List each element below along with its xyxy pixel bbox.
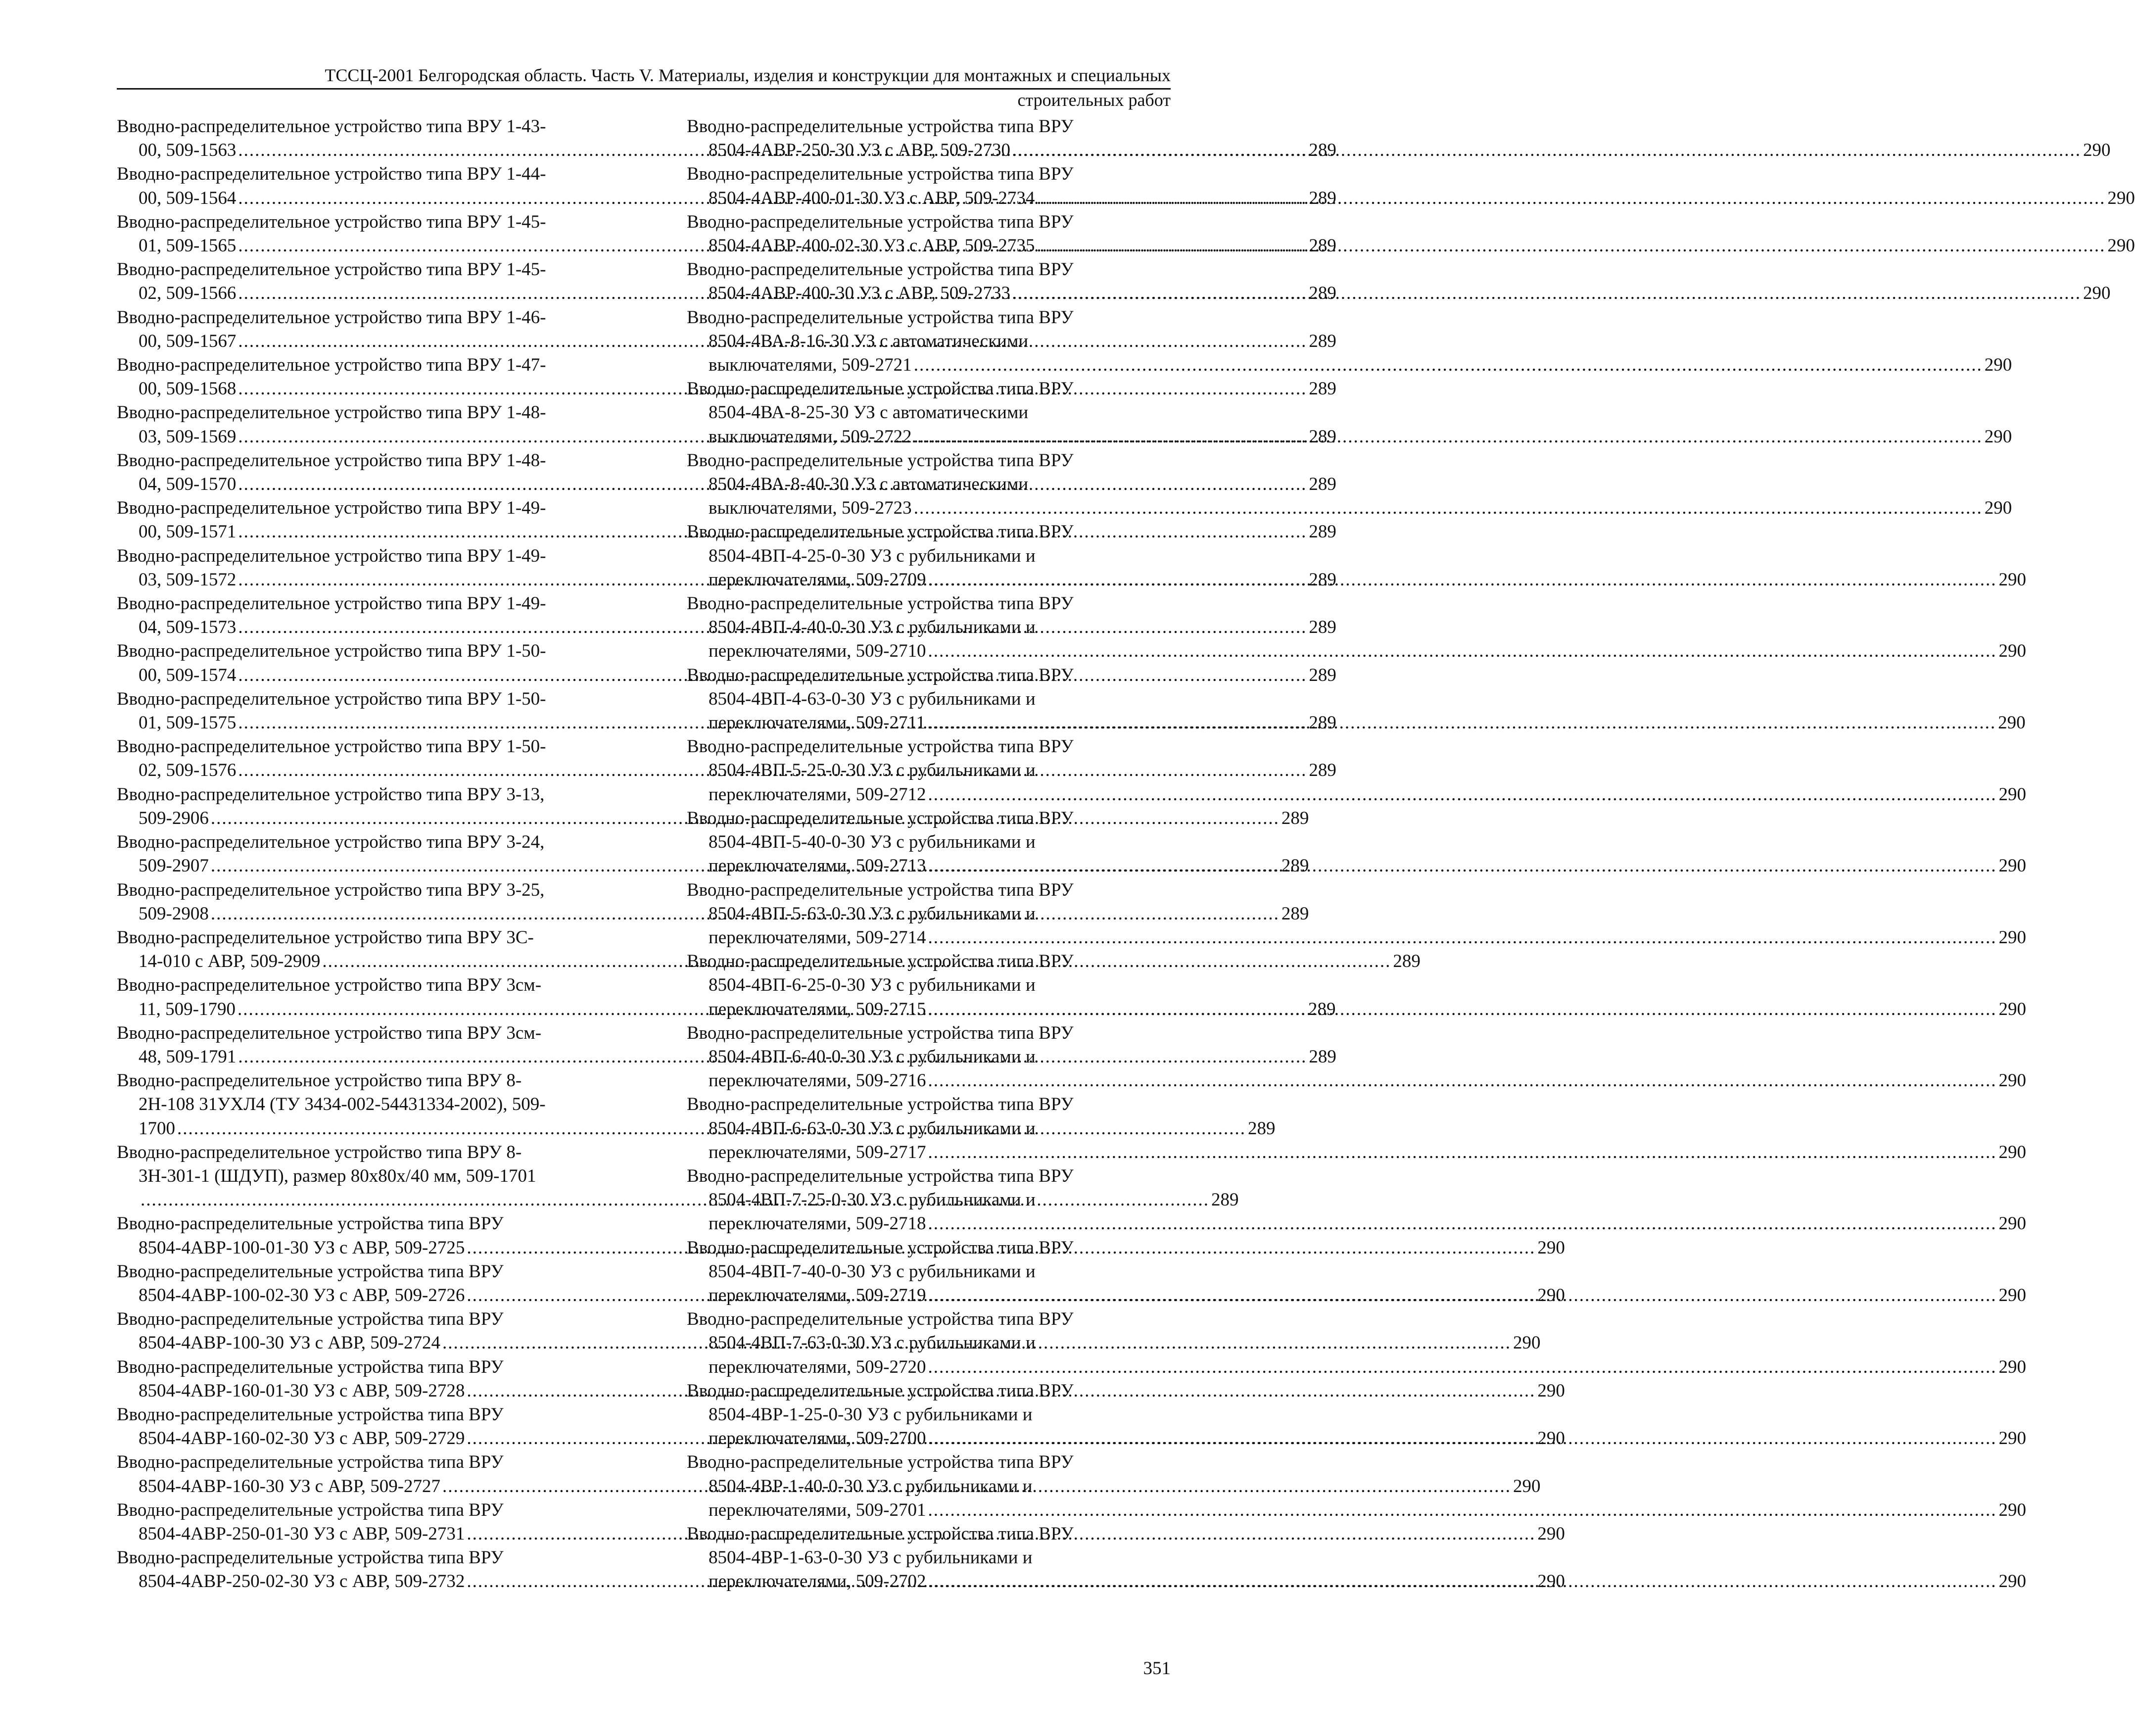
index-entry-code: 1700	[139, 1118, 175, 1139]
index-entry-title: Вводно-распределительные устройства типа ВРУ	[687, 665, 1074, 685]
index-entry	[687, 1522, 2027, 1594]
index-entry-continuation: 8504-4ВП-7-40-0-30 УЗ с рубильниками и	[709, 1261, 1036, 1282]
dot-leader	[928, 1357, 1997, 1377]
index-entry-continuation: 2Н-108 31УХЛ4 (ТУ 3434-002-54431334-2002), 509-	[139, 1094, 546, 1115]
dot-leader	[928, 856, 1997, 876]
index-entry-continuation: 8504-4ВП-4-40-0-30 УЗ с рубильниками и	[709, 617, 1036, 638]
index-entry-title: Вводно-распределительное устройство типа ВРУ 1-44-	[117, 164, 546, 185]
index-entry-code: 509-2907	[139, 856, 209, 876]
index-entry-title: Вводно-распределительное устройство типа ВРУ 1-50-	[117, 736, 546, 757]
index-entry-title: Вводно-распределительные устройства типа ВРУ	[687, 1237, 1074, 1258]
index-entry-continuation: 8504-4ВП-4-63-0-30 УЗ с рубильниками и	[709, 688, 1036, 709]
dot-leader	[928, 1285, 1997, 1305]
index-entry-title: Вводно-распределительные устройства типа ВРУ	[687, 1523, 1074, 1544]
index-entry-code: 8504-4АВР-250-02-30 УЗ с АВР, 509-2732	[139, 1571, 465, 1592]
index-entry	[687, 1236, 2027, 1308]
index-entry-code: 02, 509-1566	[139, 283, 237, 304]
index-entry-code: 8504-4АВР-100-30 УЗ с АВР, 509-2724	[139, 1333, 441, 1353]
index-entry-page: 290	[1998, 856, 2027, 876]
index-entry-title: Вводно-распределительное устройство типа ВРУ 3см-	[117, 1022, 542, 1043]
index-entry-title: Вводно-распределительное устройство типа ВРУ 8-	[117, 1142, 522, 1162]
index-entry-leader-line	[687, 783, 2027, 807]
index-entry-code: 14-010 с АВР, 509-2909	[139, 951, 321, 972]
index-entry-title: Вводно-распределительные устройства типа ВРУ	[687, 1380, 1074, 1401]
index-entry-continuation: 8504-4ВР-1-25-0-30 УЗ с рубильниками и	[709, 1404, 1033, 1425]
dot-leader	[928, 1070, 1997, 1091]
dot-leader	[1012, 283, 2081, 303]
index-entry	[687, 1307, 2027, 1379]
dot-leader	[928, 1428, 1997, 1448]
index-entry-page: 290	[2107, 188, 2135, 208]
index-entry-page: 290	[1998, 569, 2027, 590]
index-entry-page: 289	[1309, 426, 1336, 447]
index-entry-title: Вводно-распределительное устройство типа ВРУ 1-45-	[117, 211, 546, 232]
index-entry-code: 8504-4АВР-400-01-30 УЗ с АВР, 509-2734	[709, 188, 1035, 208]
index-entry-title: Вводно-распределительные устройства типа ВРУ	[117, 1499, 504, 1520]
index-entry-continuation: 8504-4ВП-6-63-0-30 УЗ с рубильниками и	[709, 1118, 1036, 1139]
index-entry-page: 290	[1998, 1070, 2027, 1091]
dot-leader	[928, 1213, 1997, 1234]
index-entry-title: Вводно-распределительное устройство типа ВРУ 1-46-	[117, 307, 546, 328]
index-entry-code: 00, 509-1564	[139, 188, 237, 208]
index-entry-continuation: 8504-4ВА-8-40-30 УЗ с автоматическими	[709, 474, 1029, 495]
index-entry-page: 289	[1308, 999, 1336, 1019]
index-entry-page: 290	[1537, 1237, 1565, 1258]
index-entry-leader-line	[687, 1355, 2027, 1379]
index-entry-code: 8504-4АВР-100-01-30 УЗ с АВР, 509-2725	[139, 1237, 465, 1258]
index-entry-continuation: 8504-4ВР-1-40-0-30 УЗ с рубильниками и	[709, 1476, 1033, 1496]
dot-leader	[928, 641, 1997, 661]
index-entry-title: Вводно-распределительные устройства типа ВРУ	[117, 1356, 504, 1377]
index-entry-code: переключателями, 509-2715	[709, 999, 926, 1019]
index-entry-code: переключателями, 509-2719	[709, 1285, 926, 1305]
index-entry-page: 289	[1309, 140, 1336, 161]
index-entry-title: Вводно-распределительное устройство типа ВРУ 3см-	[117, 975, 542, 996]
index-entry-page: 289	[1281, 856, 1309, 876]
index-entry-page: 290	[1998, 1428, 2027, 1449]
index-entry-code: 8504-4АВР-250-30 УЗ с АВР, 509-2730	[709, 140, 1011, 161]
index-entry-title: Вводно-распределительные устройства типа ВРУ	[687, 736, 1074, 757]
index-entry-title: Вводно-распределительное устройство типа ВРУ 1-43-	[117, 116, 546, 137]
index-entry-page: 289	[1309, 188, 1336, 208]
index-entry-code: переключателями, 509-2716	[709, 1070, 926, 1091]
index-entry-title: Вводно-распределительные устройства типа ВРУ	[687, 450, 1074, 471]
index-entry-page: 290	[1537, 1285, 1565, 1305]
index-entry-code: переключателями, 509-2714	[709, 927, 926, 948]
index-entry-page: 290	[1998, 999, 2027, 1019]
index-entry-code: 8504-4АВР-400-02-30 УЗ с АВР, 509-2735	[709, 236, 1035, 256]
index-entry-title: Вводно-распределительные устройства типа ВРУ	[687, 307, 1074, 328]
index-entry-page: 289	[1309, 522, 1336, 542]
index-entry	[687, 1450, 2027, 1522]
index-entry-code: 00, 509-1571	[139, 522, 237, 542]
index-entry-code: 509-2906	[139, 808, 209, 828]
index-entry-page: 290	[1537, 1428, 1565, 1449]
index-entry-page: 290	[1998, 641, 2027, 662]
dot-leader	[928, 927, 1997, 948]
index-entry-title: Вводно-распределительные устройства типа ВРУ	[117, 1547, 504, 1568]
dot-leader	[927, 713, 1996, 733]
index-entry-code: переключателями, 509-2717	[709, 1142, 926, 1162]
index-entry-leader-line	[687, 496, 2012, 520]
index-entry-title: Вводно-распределительные устройства типа ВРУ	[687, 116, 1074, 137]
index-entry-code: переключателями, 509-2701	[709, 1499, 926, 1520]
index-entry-code: 01, 509-1575	[139, 713, 237, 733]
index-entry-page: 290	[1998, 1285, 2027, 1305]
index-entry-leader-line	[687, 353, 2012, 377]
index-entry-page: 289	[1309, 713, 1336, 733]
index-entry-code: 04, 509-1573	[139, 617, 237, 638]
index-entry-page: 290	[1998, 1142, 2027, 1162]
index-entry-title: Вводно-распределительное устройство типа ВРУ 1-50-	[117, 641, 546, 662]
index-entry-continuation: 8504-4ВР-1-63-0-30 УЗ с рубильниками и	[709, 1547, 1033, 1568]
index-entry-title: Вводно-распределительное устройство типа ВРУ 1-48-	[117, 402, 546, 423]
index-entry-page: 290	[1984, 426, 2012, 447]
index-entry-code: 48, 509-1791	[139, 1046, 237, 1067]
index-entry-code: 8504-4АВР-250-01-30 УЗ с АВР, 509-2731	[139, 1523, 465, 1544]
index-entry-page: 289	[1309, 665, 1336, 685]
index-entry-page: 289	[1309, 1046, 1336, 1067]
index-entry-title: Вводно-распределительные устройства типа ВРУ	[117, 1261, 504, 1282]
index-entry-continuation: 8504-4ВП-5-25-0-30 УЗ с рубильниками и	[709, 760, 1036, 781]
index-entry-code: 8504-4АВР-100-02-30 УЗ с АВР, 509-2726	[139, 1285, 465, 1305]
index-entry-leader-line	[687, 1141, 2027, 1164]
index-entry-leader-line	[687, 639, 2027, 663]
index-entry-title: Вводно-распределительные устройства типа ВРУ	[687, 593, 1074, 614]
index-entry-code: 00, 509-1568	[139, 379, 237, 399]
index-entry-code: 8504-4АВР-160-01-30 УЗ с АВР, 509-2728	[139, 1380, 465, 1401]
index-entry-continuation: 8504-4ВП-6-25-0-30 УЗ с рубильниками и	[709, 975, 1036, 996]
index-entry-title: Вводно-распределительные устройства типа ВРУ	[687, 1094, 1074, 1115]
page-number: 351	[1143, 1658, 1171, 1679]
index-entry-page: 289	[1309, 617, 1336, 638]
index-entry-page: 289	[1393, 951, 1421, 972]
index-entry-leader-line	[687, 1069, 2027, 1093]
index-entry-page: 289	[1281, 808, 1309, 828]
index-entry-code: 00, 509-1567	[139, 331, 237, 351]
index-entry-title: Вводно-распределительное устройство типа ВРУ 3-25,	[117, 879, 545, 900]
index-entry-title: Вводно-распределительные устройства типа ВРУ	[687, 1022, 1074, 1043]
index-entry-title: Вводно-распределительное устройство типа ВРУ 1-45-	[117, 259, 546, 280]
index-entry-title: Вводно-распределительное устройство типа ВРУ 1-49-	[117, 498, 546, 519]
index-entry-code: переключателями, 509-2709	[709, 569, 926, 590]
running-header-title: ТССЦ-2001 Белгородская область. Часть V. Материалы, изделия и конструкции для монтажных и специальных	[325, 65, 1171, 85]
index-entry-leader-line	[687, 1570, 2027, 1593]
index-entry-title: Вводно-распределительные устройства типа ВРУ	[687, 259, 1074, 280]
index-entry-code: 03, 509-1572	[139, 569, 237, 590]
index-entry-continuation: 8504-4ВП-7-25-0-30 УЗ с рубильниками и	[709, 1190, 1036, 1210]
index-entry-title: Вводно-распределительное устройство типа ВРУ 3-13,	[117, 784, 545, 805]
index-entry-code: 02, 509-1576	[139, 760, 237, 781]
index-entry-code: переключателями, 509-2702	[709, 1571, 926, 1592]
index-entry-code: 509-2908	[139, 903, 209, 924]
index-entry-code: 8504-4АВР-160-02-30 УЗ с АВР, 509-2729	[139, 1428, 465, 1449]
index-entry-page: 290	[1984, 355, 2012, 376]
index-entry-title: Вводно-распределительные устройства типа ВРУ	[687, 1309, 1074, 1330]
index-entry-page: 290	[1537, 1523, 1565, 1544]
index-entry-page: 290	[1513, 1476, 1541, 1496]
index-entry-page: 289	[1211, 1190, 1239, 1210]
index-entry-code: 00, 509-1574	[139, 665, 237, 685]
dot-leader	[1037, 236, 2105, 256]
index-entry-leader-line	[687, 1284, 2027, 1307]
index-entry-continuation: 8504-4ВА-8-16-30 УЗ с автоматическими	[709, 331, 1029, 351]
dot-leader	[1037, 188, 2105, 208]
index-entry-page: 290	[1998, 927, 2027, 948]
running-header	[117, 63, 1171, 90]
index-entry-code: 00, 509-1563	[139, 140, 237, 161]
index-entry-page: 289	[1309, 569, 1336, 590]
index-entry-title: Вводно-распределительные устройства типа ВРУ	[687, 879, 1074, 900]
index-entry-page: 289	[1309, 283, 1336, 304]
dot-leader	[928, 1500, 1997, 1520]
index-entry-title: Вводно-распределительные устройства типа ВРУ	[117, 1404, 504, 1425]
index-entry-page: 290	[1998, 1356, 2027, 1377]
index-entry-page: 289	[1309, 760, 1336, 781]
index-entry-code: переключателями, 509-2710	[709, 641, 926, 662]
index-entry-continuation: 8504-4ВП-4-25-0-30 УЗ с рубильниками и	[709, 545, 1036, 566]
index-entry-code: переключателями, 509-2712	[709, 784, 926, 805]
index-entry-leader-line	[687, 1498, 2027, 1522]
index-entry-code: 8504-4АВР-160-30 УЗ с АВР, 509-2727	[139, 1476, 441, 1496]
dot-leader	[928, 570, 1997, 590]
index-entry-title: Вводно-распределительные устройства типа ВРУ	[117, 1213, 504, 1234]
index-entry-title: Вводно-распределительное устройство типа ВРУ 1-49-	[117, 593, 546, 614]
index-entry-leader-line	[687, 926, 2027, 950]
index-entry-page: 290	[2083, 140, 2111, 161]
index-entry-page: 290	[1998, 713, 2026, 733]
index-entry-title: Вводно-распределительные устройства типа ВРУ	[687, 379, 1074, 399]
dot-leader	[928, 784, 1997, 805]
index-entry-title: Вводно-распределительные устройства типа ВРУ	[687, 1165, 1074, 1186]
dot-leader	[928, 1571, 1997, 1591]
index-entry-page: 289	[1309, 474, 1336, 495]
index-entry-page: 290	[1998, 1213, 2027, 1234]
index-entry-code: выключателями, 509-2721	[709, 355, 912, 376]
dot-leader	[928, 999, 1997, 1019]
index-entry-title: Вводно-распределительное устройство типа ВРУ 8-	[117, 1070, 522, 1091]
index-entry-page: 290	[2107, 236, 2135, 256]
index-entry-code: 04, 509-1570	[139, 474, 237, 495]
index-entry-continuation: 8504-4ВП-6-40-0-30 УЗ с рубильниками и	[709, 1046, 1036, 1067]
dot-leader	[914, 427, 1983, 447]
index-entry-page: 290	[1513, 1333, 1541, 1353]
index-entry-title: Вводно-распределительное устройство типа ВРУ 1-49-	[117, 545, 546, 566]
index-entry-title: Вводно-распределительные устройства типа ВРУ	[687, 211, 1074, 232]
index-entry-continuation: 8504-4ВП-7-63-0-30 УЗ с рубильниками и	[709, 1333, 1036, 1353]
index-entry-code: 11, 509-1790	[139, 999, 236, 1019]
index-entry-code: переключателями, 509-2718	[709, 1213, 926, 1234]
index-entry-title: Вводно-распределительные устройства типа ВРУ	[687, 164, 1074, 185]
index-entry-page: 289	[1309, 236, 1336, 256]
index-entry-continuation: 8504-4ВП-5-40-0-30 УЗ с рубильниками и	[709, 832, 1036, 853]
index-entry-title: Вводно-распределительные устройства типа ВРУ	[687, 522, 1074, 542]
index-entry-page: 289	[1309, 331, 1336, 351]
index-entry-code: выключателями, 509-2722	[709, 426, 912, 447]
index-entry-page: 290	[1537, 1380, 1565, 1401]
index-entry-page: 290	[2083, 283, 2111, 304]
index-entry-title: Вводно-распределительное устройство типа ВРУ 1-47-	[117, 355, 546, 376]
index-entry-code: переключателями, 509-2711	[709, 713, 926, 733]
index-entry-title: Вводно-распределительные устройства типа ВРУ	[687, 951, 1074, 972]
index-entry-page: 290	[1998, 1571, 2027, 1592]
index-entry-title: Вводно-распределительное устройство типа ВРУ 1-48-	[117, 450, 546, 471]
running-header-continuation: строительных работ	[1017, 90, 1171, 110]
index-entry-title: Вводно-распределительное устройство типа ВРУ 3-24,	[117, 832, 545, 853]
index-entry-leader-line	[687, 1212, 2027, 1236]
index-entry-code: переключателями, 509-2713	[709, 856, 926, 876]
dot-leader	[1012, 140, 2081, 160]
dot-leader	[928, 1142, 1997, 1162]
index-entry-title: Вводно-распределительные устройства типа ВРУ	[117, 1309, 504, 1330]
index-entry-title: Вводно-распределительные устройства типа ВРУ	[687, 808, 1074, 828]
index-entry-code: выключателями, 509-2723	[709, 498, 912, 519]
index-entry-title: Вводно-распределительное устройство типа ВРУ 3С-	[117, 927, 534, 948]
index-entry-page: 289	[1309, 379, 1336, 399]
index-entry-page: 290	[1998, 784, 2027, 805]
dot-leader	[914, 498, 1983, 518]
index-entry-code: 03, 509-1569	[139, 426, 237, 447]
index-entry-title: Вводно-распределительное устройство типа ВРУ 1-50-	[117, 688, 546, 709]
index-entry-continuation: 8504-4ВП-5-63-0-30 УЗ с рубильниками и	[709, 903, 1036, 924]
index-entry-title: Вводно-распределительные устройства типа ВРУ	[687, 1452, 1074, 1473]
index-entry-page: 290	[1984, 498, 2012, 519]
dot-leader	[914, 355, 1983, 375]
index-entry-page: 290	[1537, 1571, 1565, 1592]
index-entry-title: Вводно-распределительные устройства типа ВРУ	[117, 1452, 504, 1473]
index-entry-continuation: 8504-4ВА-8-25-30 УЗ с автоматическими	[709, 402, 1029, 423]
index-entry-page: 289	[1281, 903, 1309, 924]
index-entry	[687, 1379, 2027, 1451]
index-entry-page: 289	[1248, 1118, 1276, 1139]
index-entry-code: 01, 509-1565	[139, 236, 237, 256]
index-entry-code: переключателями, 509-2700	[709, 1428, 926, 1449]
index-entry-page: 290	[1998, 1499, 2027, 1520]
index-entry-code: переключателями, 509-2720	[709, 1356, 926, 1377]
index-entry-leader-line	[687, 1427, 2027, 1450]
index-entry-code: 8504-4АВР-400-30 УЗ с АВР, 509-2733	[709, 283, 1011, 304]
index-entry-continuation: 3Н-301-1 (ШДУП), размер 80х80х/40 мм, 509-1701	[139, 1165, 536, 1186]
